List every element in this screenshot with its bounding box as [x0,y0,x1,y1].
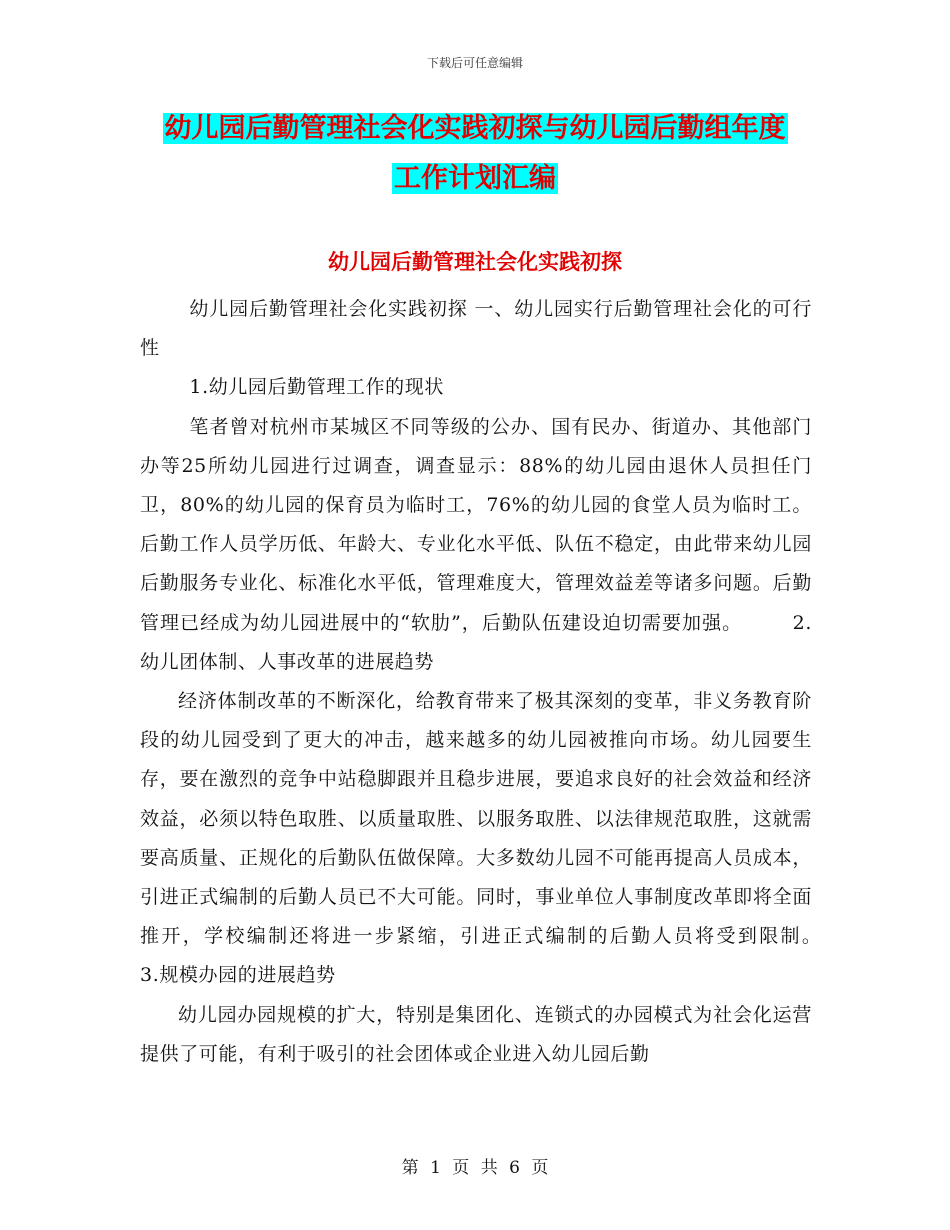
document-body [140,290,871,1074]
page-footer: 第 1 页 共 6 页 [401,1158,549,1178]
document-title-line-2: 工作计划汇编 [394,163,556,194]
document-title-line-1: 幼儿园后勤管理社会化实践初探与幼儿园后勤组年度 [164,113,786,144]
paragraph-reform: 经济体制改革的不断深化，给教育带来了极其深刻的变革，非义务教育阶段的幼儿园受到了更大的冲击，越来越多的幼儿园被推向市场。幼儿园要生存，要在激烈的竞争中站稳脚跟并且稳步进展，要追求良好的社会效益和经济效益，必须以特色取胜、以质量取胜、以服务取胜、以法律规范取胜，这就需要高质量、正规化的后勤队伍做保障。大多数幼儿园不可能再提高人员成本，引进正式编制的后勤人员已不大可能。同时，事业单位人事制度改革即将全面推开，学校编制还将进一步紧缩，引进正式编制的后勤人员将受到限制。 3.规模办园的进展趋势 [140,690,871,987]
paragraph-survey: 笔者曾对杭州市某城区不同等级的公办、国有民办、街道办、其他部门办等25所幼儿园进行过调查，调查显示：88%的幼儿园由退休人员担任门卫，80%的幼儿园的保育员为临时工，76%的幼儿园的食堂人员为临时工。后勤工作人员学历低、年龄大、专业化水平低、队伍不稳定，由此带来幼儿园后勤服务专业化、标准化水平低，管理难度大，管理效益差等诸多问题。后勤管理已经成为幼儿园进展中的“软肋”，后勤队伍建设迫切需要加强。 2.幼儿团体制、人事改革的进展趋势 [140,415,812,673]
section-title: 幼儿园后勤管理社会化实践初探 [328,250,622,274]
document-title [140,104,810,204]
page-header-note: 下载后可任意编辑 [426,56,523,70]
paragraph-intro: 幼儿园后勤管理社会化实践初探 一、幼儿园实行后勤管理社会化的可行性 [140,298,812,360]
paragraph-heading-1: 1.幼儿园后勤管理工作的现状 [189,376,444,399]
paragraph-scale: 幼儿园办园规模的扩大，特别是集团化、连锁式的办园模式为社会化运营提供了可能，有利于吸引的社会团体或企业进入幼儿园后勤 [140,1003,812,1065]
